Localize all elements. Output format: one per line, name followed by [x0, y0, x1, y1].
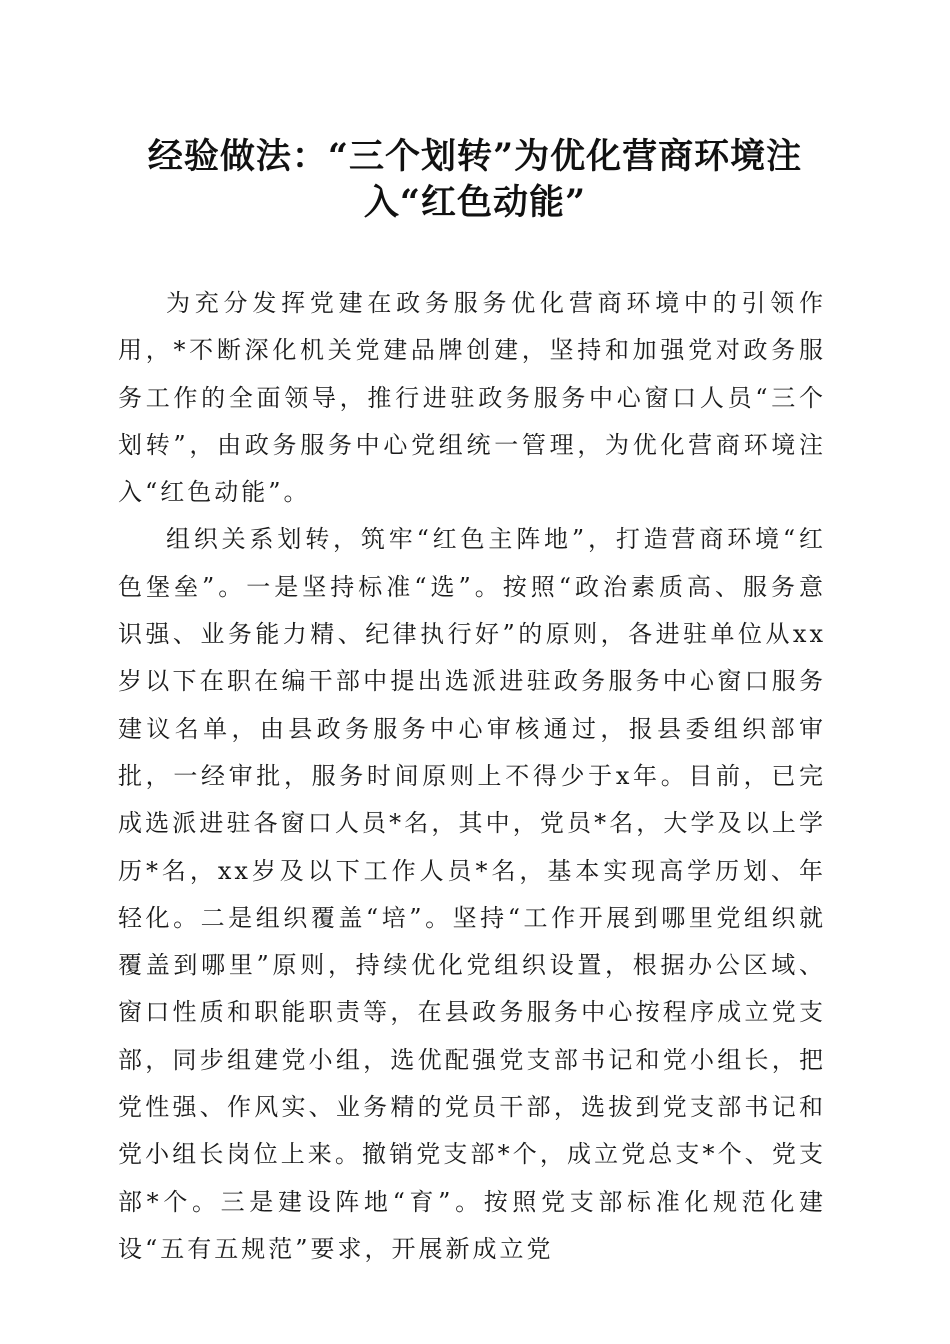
paragraph: 为充分发挥党建在政务服务优化营商环境中的引领作用，*不断深化机关党建品牌创建，坚持和加强党对政务服务工作的全面领导，推行进驻政务服务中心窗口人员“三个划转”，由政务服务中心党组统一管理，为优化营商环境注入“红色动能”。	[118, 289, 826, 507]
document-title: 经验做法：“三个划转”为优化营商环境注入“红色动能”	[147, 136, 803, 223]
document-body	[118, 280, 826, 1273]
paragraph: 组织关系划转，筑牢“红色主阵地”，打造营商环境“红色堡垒”。一是坚持标准“选”。按照“政治素质高、服务意识强、业务能力精、纪律执行好”的原则，各进驻单位从xx岁以下在职在编干部中提出选派进驻政务服务中心窗口服务建议名单，由县政务服务中心审核通过，报县委组织部审批，一经审批，服务时间原则上不得少于x年。目前，已完成选派进驻各窗口人员*名，其中，党员*名，大学及以上学历*名，xx岁及以下工作人员*名，基本实现高学历划、年轻化。二是组织覆盖“培”。坚持“工作开展到哪里党组织就覆盖到哪里”原则，持续优化党组织设置，根据办公区域、窗口性质和职能职责等，在县政务服务中心按程序成立党支部，同步组建党小组，选优配强党支部书记和党小组长，把党性强、作风实、业务精的党员干部，选拔到党支部书记和党小组长岗位上来。撤销党支部*个，成立党总支*个、党支部*个。三是建设阵地“育”。按照党支部标准化规范化建设“五有五规范”要求，开展新成立党	[118, 525, 826, 1263]
